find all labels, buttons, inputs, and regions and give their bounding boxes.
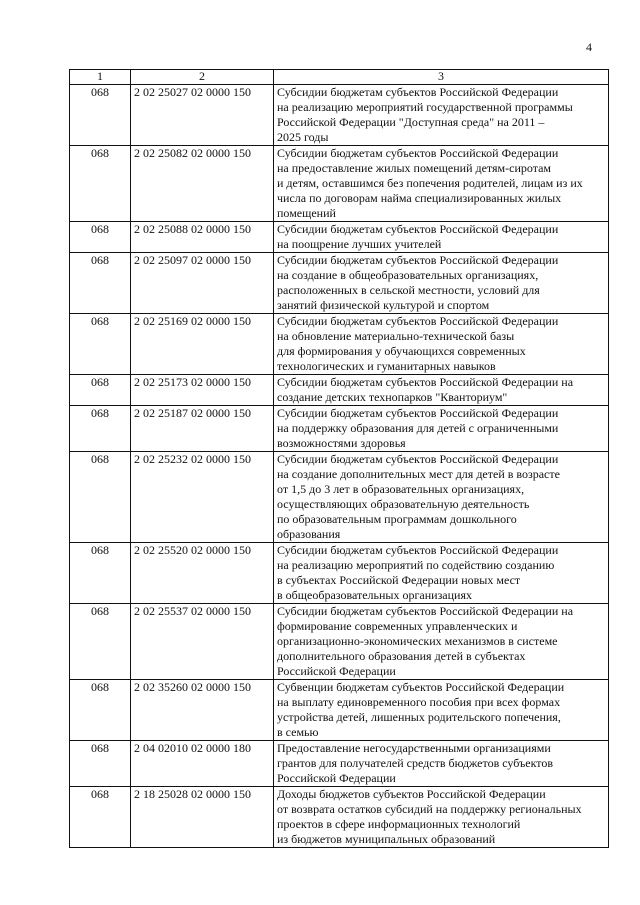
admin-code-cell: 068 <box>70 222 131 253</box>
income-name-line: и детям, оставшимся без попечения родителей, лицам из их <box>277 176 583 190</box>
income-name-cell <box>274 253 609 314</box>
income-name-line: занятий физической культурой и спортом <box>277 298 490 312</box>
page-number: 4 <box>586 40 592 54</box>
table-row <box>70 452 609 543</box>
admin-code-cell: 068 <box>70 680 131 741</box>
table-row <box>70 85 609 146</box>
income-name-line: организационно-экономических механизмов в системе <box>277 634 558 648</box>
budget-code-cell: 2 02 35260 02 0000 150 <box>131 680 274 741</box>
admin-code-cell: 068 <box>70 406 131 452</box>
column-header-2: 2 <box>131 70 274 85</box>
income-name-line: от 1,5 до 3 лет в образовательных организациях, <box>277 482 525 496</box>
income-name-line: формирование современных управленческих и <box>277 619 518 633</box>
income-name-line: на предоставление жилых помещений детям-сиротам <box>277 161 552 175</box>
income-name-line: на создание дополнительных мест для детей в возрасте <box>277 467 560 481</box>
income-name-line: Субсидии бюджетам субъектов Российской Федерации <box>277 85 559 99</box>
admin-code-cell: 068 <box>70 604 131 680</box>
income-name-cell <box>274 222 609 253</box>
income-name-line: Субсидии бюджетам субъектов Российской Федерации <box>277 543 559 557</box>
admin-code-cell: 068 <box>70 375 131 406</box>
table-row <box>70 253 609 314</box>
income-name-line: на обновление материально-технической базы <box>277 329 515 343</box>
admin-code-cell: 068 <box>70 85 131 146</box>
income-name-line: дополнительного образования детей в субъектах <box>277 649 526 663</box>
income-name-line: в субъектах Российской Федерации новых мест <box>277 573 521 587</box>
table-row <box>70 314 609 375</box>
table-row <box>70 146 609 222</box>
income-name-cell <box>274 543 609 604</box>
income-name-line: создание детских технопарков "Кванториум" <box>277 390 508 404</box>
budget-code-cell: 2 02 25097 02 0000 150 <box>131 253 274 314</box>
income-name-line: из бюджетов муниципальных образований <box>277 832 496 846</box>
income-name-line: Субсидии бюджетам субъектов Российской Федерации <box>277 253 559 267</box>
column-header-1: 1 <box>70 70 131 85</box>
income-name-line: в общеобразовательных организациях <box>277 588 472 602</box>
budget-code-cell: 2 02 25537 02 0000 150 <box>131 604 274 680</box>
income-name-line: на поощрение лучших учителей <box>277 237 442 251</box>
income-codes-table <box>69 69 609 848</box>
income-name-cell <box>274 741 609 787</box>
admin-code-cell: 068 <box>70 146 131 222</box>
table-row <box>70 741 609 787</box>
income-name-cell <box>274 314 609 375</box>
income-name-cell <box>274 452 609 543</box>
income-name-line: Российской Федерации <box>277 664 396 678</box>
admin-code-cell: 068 <box>70 314 131 375</box>
table-row <box>70 406 609 452</box>
income-name-line: проектов в сфере информационных технологий <box>277 817 521 831</box>
budget-code-cell: 2 02 25082 02 0000 150 <box>131 146 274 222</box>
income-name-line: технологических и гуманитарных навыков <box>277 359 496 373</box>
income-name-line: Субсидии бюджетам субъектов Российской Федерации на <box>277 604 574 618</box>
income-name-line: Субсидии бюджетам субъектов Российской Федерации <box>277 452 559 466</box>
income-name-line: от возврата остатков субсидий на поддержку региональных <box>277 802 582 816</box>
budget-code-cell: 2 02 25232 02 0000 150 <box>131 452 274 543</box>
table-row <box>70 680 609 741</box>
income-name-line: образования <box>277 527 341 541</box>
admin-code-cell: 068 <box>70 543 131 604</box>
table-row <box>70 375 609 406</box>
income-name-line: на реализацию мероприятий государственной программы <box>277 100 573 114</box>
income-name-line: Субсидии бюджетам субъектов Российской Федерации <box>277 406 559 420</box>
budget-code-cell: 2 18 25028 02 0000 150 <box>131 787 274 848</box>
income-name-line: возможностями здоровья <box>277 436 406 450</box>
income-name-line: Субвенции бюджетам субъектов Российской Федерации <box>277 680 565 694</box>
income-name-line: Российской Федерации <box>277 771 396 785</box>
table-row <box>70 543 609 604</box>
income-name-line: грантов для получателей средств бюджетов субъектов <box>277 756 554 770</box>
income-name-cell <box>274 85 609 146</box>
income-name-cell <box>274 146 609 222</box>
income-name-line: 2025 годы <box>277 130 329 144</box>
income-name-line: осуществляющих образовательную деятельность <box>277 497 530 511</box>
income-name-line: Субсидии бюджетам субъектов Российской Федерации <box>277 146 559 160</box>
income-name-line: на поддержку образования для детей с ограниченными <box>277 421 559 435</box>
income-name-line: Российской Федерации "Доступная среда" на 2011 – <box>277 115 545 129</box>
table-row <box>70 222 609 253</box>
admin-code-cell: 068 <box>70 452 131 543</box>
budget-code-cell: 2 02 25187 02 0000 150 <box>131 406 274 452</box>
income-name-line: для формирования у обучающихся современных <box>277 344 526 358</box>
income-name-cell <box>274 604 609 680</box>
budget-code-cell: 2 02 25027 02 0000 150 <box>131 85 274 146</box>
income-name-cell <box>274 787 609 848</box>
table-header-row <box>70 70 609 85</box>
income-name-cell <box>274 406 609 452</box>
budget-code-cell: 2 02 25173 02 0000 150 <box>131 375 274 406</box>
budget-code-cell: 2 02 25520 02 0000 150 <box>131 543 274 604</box>
admin-code-cell: 068 <box>70 741 131 787</box>
income-name-line: на реализацию мероприятий по содействию созданию <box>277 558 555 572</box>
income-name-line: расположенных в сельской местности, условий для <box>277 283 540 297</box>
table-row <box>70 604 609 680</box>
income-name-line: устройства детей, лишенных родительского попечения, <box>277 710 561 724</box>
income-name-line: в семью <box>277 725 319 739</box>
income-name-line: Доходы бюджетов субъектов Российской Федерации <box>277 787 546 801</box>
income-name-line: числа по договорам найма специализированных жилых <box>277 191 562 205</box>
admin-code-cell: 068 <box>70 787 131 848</box>
income-name-line: Субсидии бюджетам субъектов Российской Федерации <box>277 222 559 236</box>
income-name-line: Предоставление негосударственными организациями <box>277 741 551 755</box>
admin-code-cell: 068 <box>70 253 131 314</box>
budget-code-cell: 2 02 25088 02 0000 150 <box>131 222 274 253</box>
income-name-cell <box>274 680 609 741</box>
income-name-line: Субсидии бюджетам субъектов Российской Федерации на <box>277 375 574 389</box>
budget-code-cell: 2 04 02010 02 0000 180 <box>131 741 274 787</box>
income-name-line: помещений <box>277 206 336 220</box>
income-name-line: Субсидии бюджетам субъектов Российской Федерации <box>277 314 559 328</box>
income-name-line: по образовательным программам дошкольного <box>277 512 517 526</box>
table-body <box>70 70 609 848</box>
budget-code-cell: 2 02 25169 02 0000 150 <box>131 314 274 375</box>
income-name-line: на создание в общеобразовательных организациях, <box>277 268 539 282</box>
column-header-3: 3 <box>274 70 609 85</box>
income-name-line: на выплату единовременного пособия при всех формах <box>277 695 561 709</box>
income-name-cell <box>274 375 609 406</box>
table-row <box>70 787 609 848</box>
